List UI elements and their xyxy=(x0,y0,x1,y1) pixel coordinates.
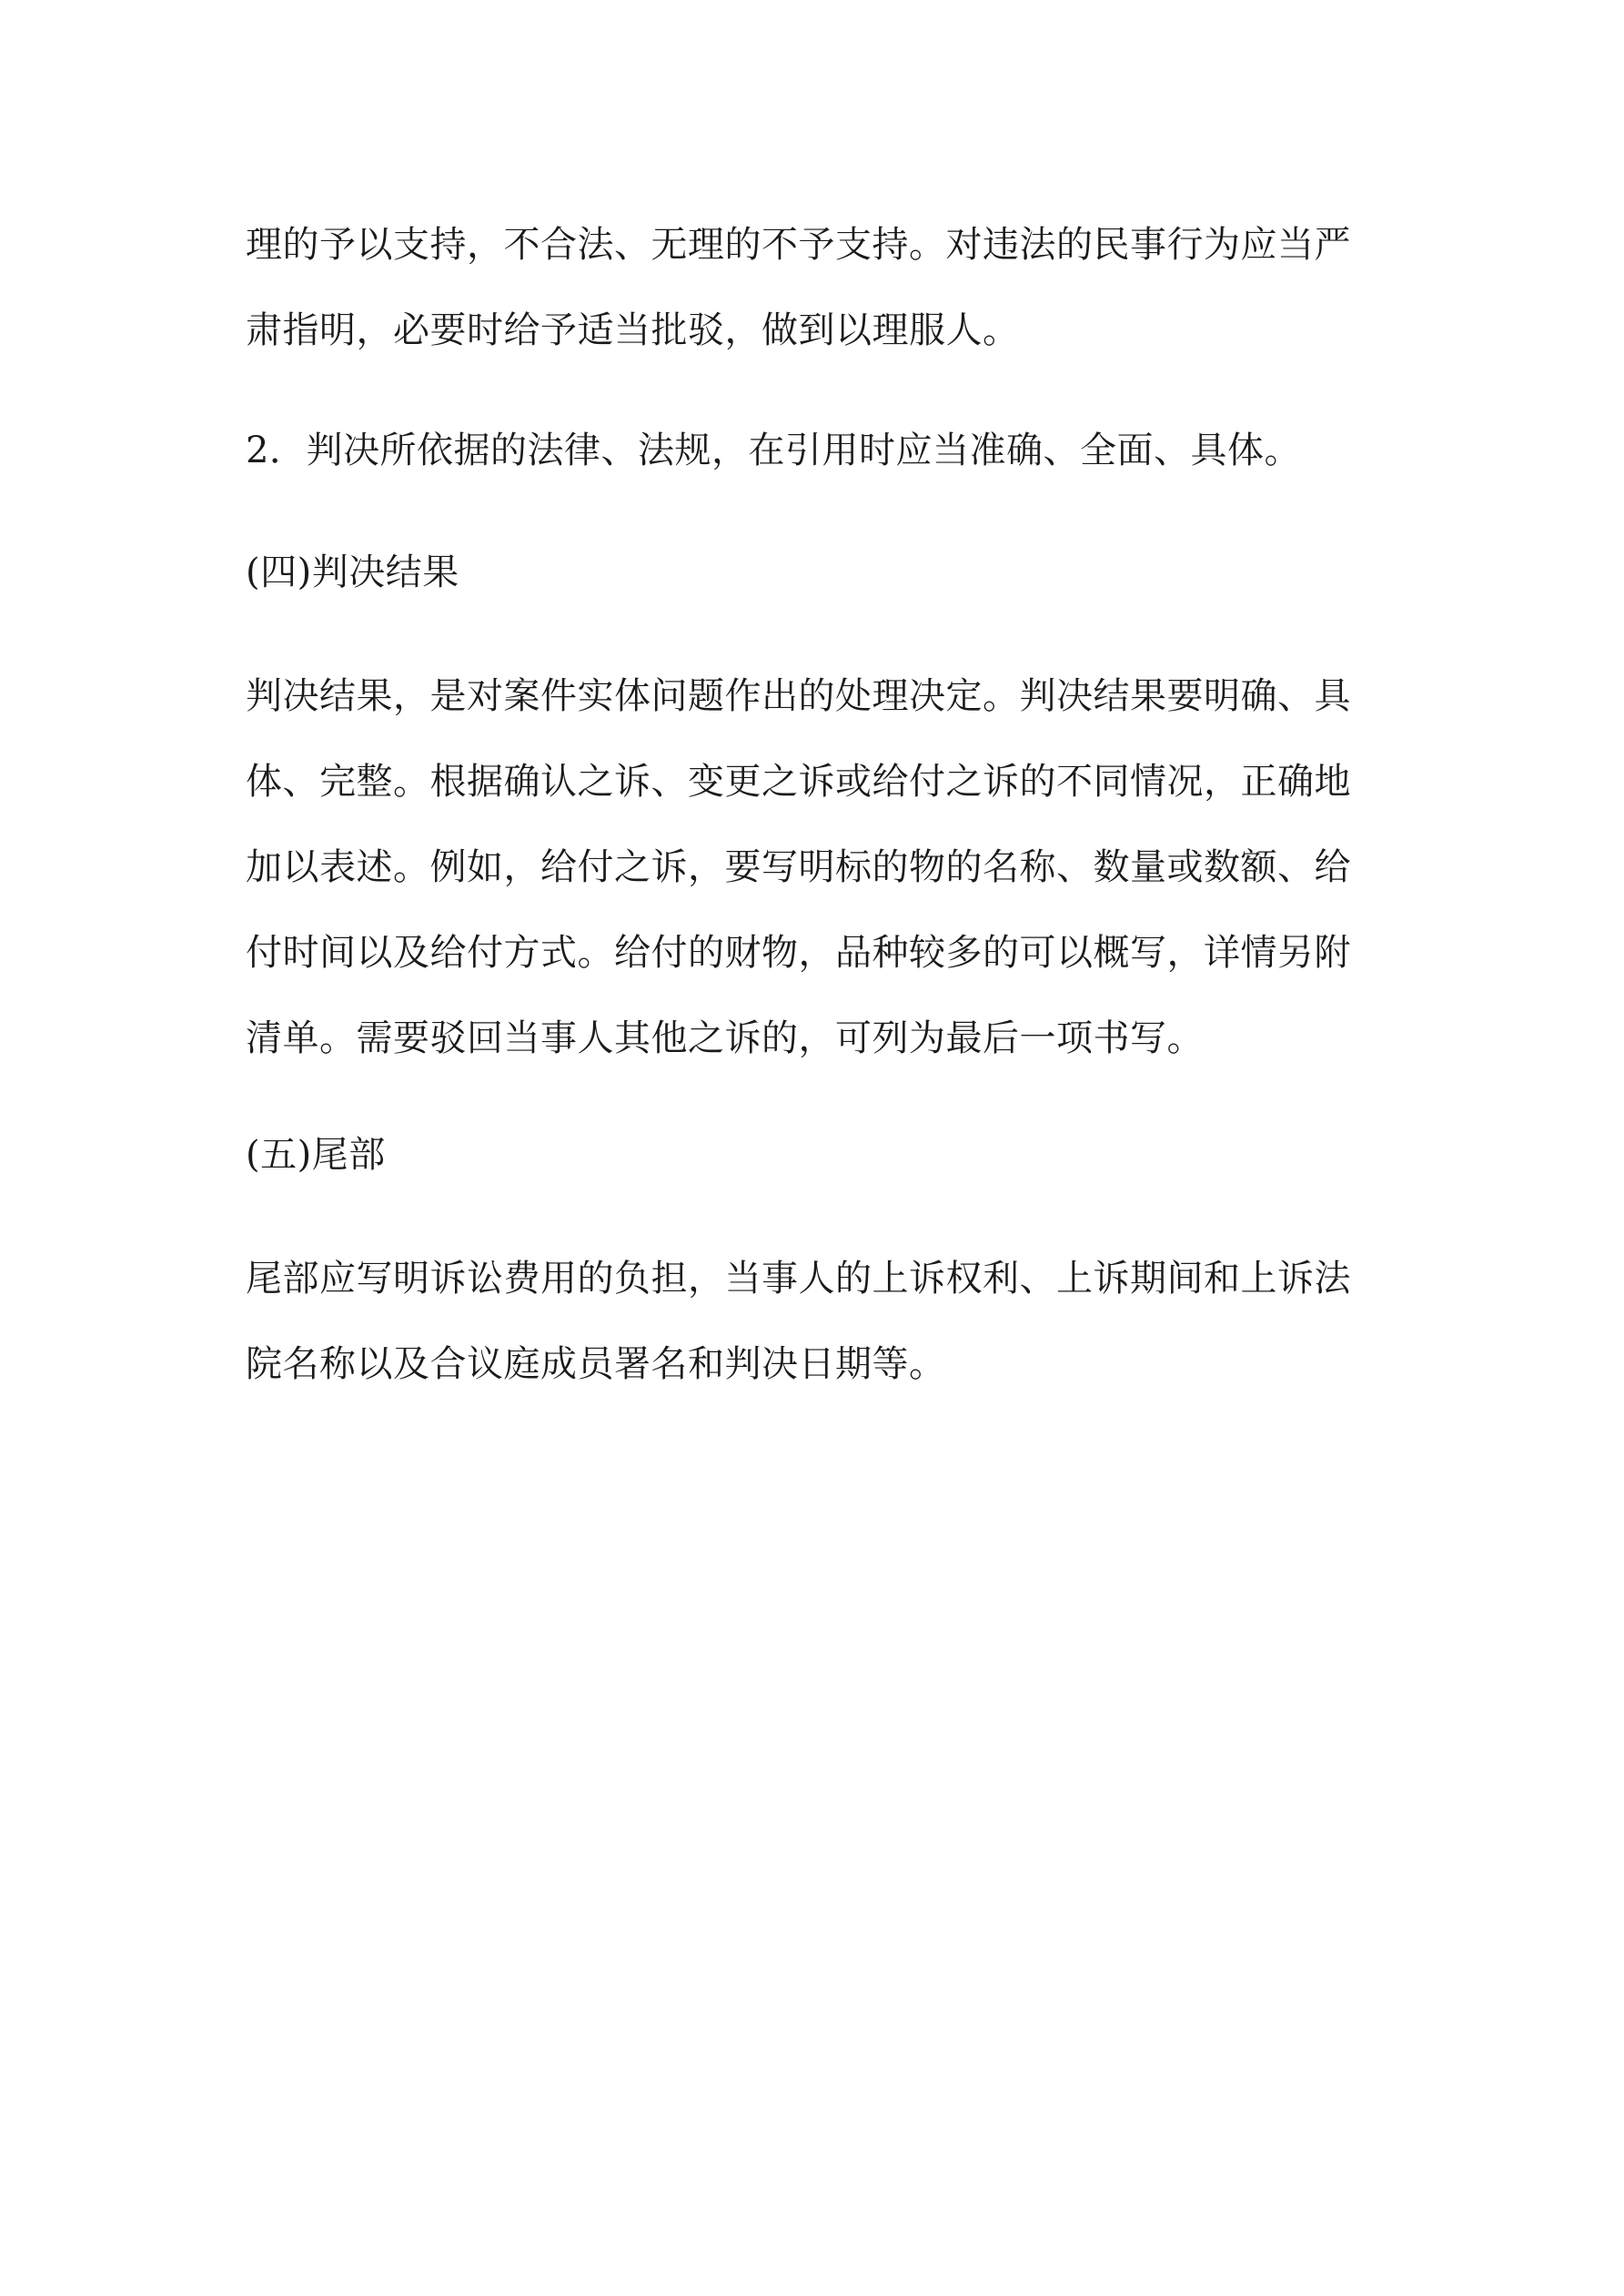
paragraph-ending xyxy=(246,1236,1392,1407)
heading-judgment-result xyxy=(246,530,1392,615)
text-line: 2．判决所依据的法律、法规，在引用时应当准确、全面、具体。 xyxy=(246,430,1301,471)
paragraph-reasoning-continued xyxy=(246,202,1392,373)
text-line: 判决结果，是对案件实体问题作出的处理决定。判决结果要明确、具 xyxy=(246,675,1351,717)
text-line: 尾部应写明诉讼费用的负担，当事人的上诉权利、上诉期间和上诉法 xyxy=(246,1258,1351,1300)
text-line: 理的予以支持，不合法、无理的不予支持。对违法的民事行为应当严 xyxy=(246,224,1351,266)
text-line: 体、完整。根据确认之诉、变更之诉或给付之诉的不同情况，正确地 xyxy=(246,761,1351,803)
text-line: 肃指明，必要时给予适当批驳，做到以理服人。 xyxy=(246,309,1020,351)
text-line: 付时间以及给付方式。给付的财物，品种较多的可以概写，详情另附 xyxy=(246,932,1351,974)
text-line: 清单。需要驳回当事人其他之诉的，可列为最后一项书写。 xyxy=(246,1017,1204,1059)
text-line: 院名称以及合议庭成员署名和判决日期等。 xyxy=(246,1343,946,1385)
heading-ending xyxy=(246,1112,1392,1198)
paragraph-legal-basis xyxy=(246,408,1392,493)
text-line: 加以表述。例如，给付之诉，要写明标的物的名称、数量或数额、给 xyxy=(246,846,1351,888)
section-heading: (五)尾部 xyxy=(246,1134,386,1176)
paragraph-judgment-result xyxy=(246,653,1392,1081)
section-heading: (四)判决结果 xyxy=(246,551,459,593)
